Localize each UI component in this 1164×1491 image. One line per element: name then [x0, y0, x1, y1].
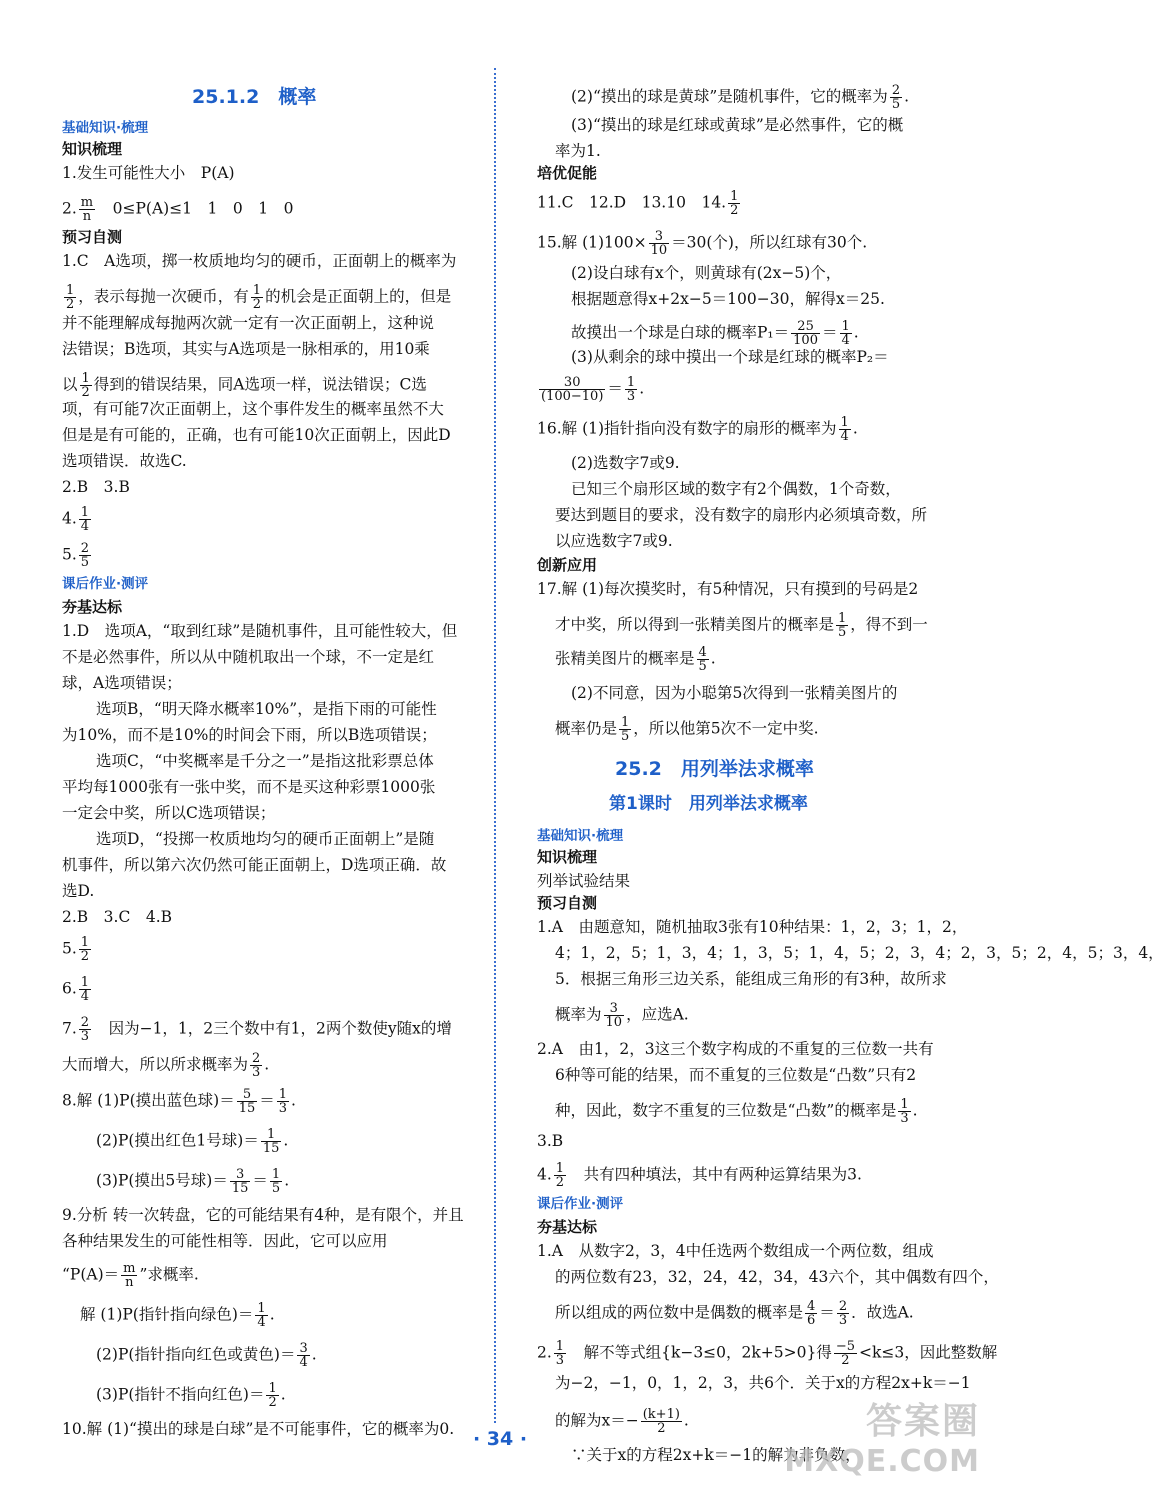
text-line: (2)P(指针指向红色或黄色)＝ $\frac{3}{4}$ .	[96, 1341, 317, 1370]
watermark-line-1: 答案圈	[865, 1401, 980, 1442]
text-line: 选D.	[62, 882, 95, 900]
text-line: 以 $\frac{1}{2}$ 得到的错误结果，同A选项一样，说法错误；C选	[62, 371, 427, 400]
text-line: 的解为x＝− $\frac{(k+1)}{2}$ .	[555, 1407, 689, 1436]
text-line: 17.解 (1)每次摸奖时，有5种情况，只有摸到的号码是2	[537, 580, 919, 598]
text-line: ∵关于x的方程2x+k＝−1的解为非负数，	[571, 1446, 861, 1464]
text-line: (3)“摸出的球是红球或黄球”是必然事件，它的概	[571, 116, 904, 134]
text-line: 根据题意得x+2x−5＝100−30，解得x＝25.	[571, 290, 885, 308]
text-line: 6种等可能的结果，而不重复的三位数是“凸数”只有2	[555, 1066, 917, 1084]
text-line: 平均每1000张有一张中奖，而不是买这种彩票1000张	[62, 778, 436, 796]
column-divider	[494, 68, 496, 1423]
text-line: 要达到题目的要求，没有数字的扇形内必须填奇数，所	[555, 506, 928, 524]
text-line: 种，因此，数字不重复的三位数是“凸数”的概率是 $\frac{1}{3}$ .	[555, 1097, 918, 1126]
text-line: 11.C 12.D 13.10 14. $\frac{1}{2}$	[537, 189, 739, 218]
text-line: 6. $\frac{1}{4}$	[62, 975, 90, 1004]
text-line: (3)P(指针不指向红色)＝ $\frac{1}{2}$ .	[96, 1381, 286, 1410]
text-line: 项，有可能7次正面朝上，这个事件发生的概率虽然不大	[62, 400, 444, 418]
text-line: 4. $\frac{1}{4}$	[62, 505, 90, 534]
text-line: (2)“摸出的球是黄球”是随机事件，它的概率为 $\frac{2}{5}$ .	[571, 83, 910, 112]
text-line: 为−2，−1，0，1，2，3，共6个．关于x的方程2x+k＝−1	[555, 1374, 971, 1392]
text-line: (2)设白球有x个，则黄球有(2x−5)个，	[571, 264, 842, 282]
text-line: 1.A 从数字2，3，4中任选两个数组成一个两位数，组成	[537, 1242, 934, 1260]
text-line: 球，A选项错误；	[62, 674, 182, 692]
watermark-line-2: MXQE.COM	[784, 1444, 980, 1479]
text-line: 不是必然事件，所以从中随机取出一个球，不一定是红	[62, 648, 435, 666]
text-line: 机事件，所以第六次仍然可能正面朝上，D选项正确．故	[62, 856, 447, 874]
text-line: 7. $\frac{2}{3}$ 因为−1，1，2三个数中有1，2两个数使y随x的增	[62, 1015, 452, 1044]
text-line: 各种结果发生的可能性相等．因此，它可以应用	[62, 1232, 388, 1250]
subsection-label: 创新应用	[537, 556, 598, 574]
text-line: 2.B 3.B	[62, 478, 130, 496]
text-line: 4；1，2，5；1，3，4；1，3，5；1，4，5；2，3，4；2，3，5；2，4，5；3，4，	[555, 944, 1164, 962]
subsection-label: 基础知识·梳理	[537, 828, 624, 844]
section-heading: 25.1.2 概率	[192, 86, 317, 108]
text-line: 法错误；B选项，其实与A选项是一脉相承的，用10乘	[62, 340, 430, 358]
text-line: 选项错误．故选C.	[62, 452, 187, 470]
text-line: 2. $\frac{m}{n}$ 0≤P(A)≤1 1 0 1 0	[62, 195, 294, 224]
text-line: $\frac{1}{2}$ ，表示每抛一次硬币，有 $\frac{1}{2}$ 的机会是正面朝上的，但是	[66, 283, 452, 312]
text-line: 已知三个扇形区域的数字有2个偶数，1个奇数，	[571, 480, 901, 498]
text-line: 选项B，“明天降水概率10%”，是指下雨的可能性	[96, 700, 437, 718]
text-line: 1.D 选项A，“取到红球”是随机事件，且可能性较大，但	[62, 622, 458, 640]
page-number: · 34 ·	[472, 1428, 528, 1450]
text-line: 5. $\frac{2}{5}$	[62, 541, 90, 570]
text-line: 3.B	[537, 1132, 564, 1150]
subsection-label: 课后作业·测评	[537, 1196, 624, 1212]
text-line: “P(A)＝ $\frac{m}{n}$ ”求概率.	[62, 1261, 199, 1290]
section-heading: 25.2 用列举法求概率	[615, 758, 814, 780]
subsection-label: 知识梳理	[62, 140, 123, 158]
text-line: (2)选数字7或9.	[571, 454, 680, 472]
text-line: 张精美图片的概率是 $\frac{4}{5}$ .	[555, 645, 716, 674]
subsection-label: 培优促能	[537, 164, 598, 182]
text-line: 以应选数字7或9.	[555, 532, 673, 550]
text-line: $\frac{30}{(100-10)}$ ＝ $\frac{1}{3}$ .	[541, 375, 645, 404]
subsection-label: 基础知识·梳理	[62, 120, 149, 136]
text-line: (3)从剩余的球中摸出一个球是红球的概率P₂＝	[571, 348, 889, 366]
text-line: 15.解 (1)100× $\frac{3}{10}$ ＝30(个)，所以红球有30个.	[537, 229, 868, 258]
text-line: 16.解 (1)指针指向没有数字的扇形的概率为 $\frac{1}{4}$ .	[537, 415, 858, 444]
section-heading: 第1课时 用列举法求概率	[609, 794, 808, 814]
text-line: 2.B 3.C 4.B	[62, 908, 173, 926]
text-line: 5. $\frac{1}{2}$	[62, 935, 90, 964]
text-line: 5．根据三角形三边关系，能组成三角形的有3种，故所求	[555, 970, 947, 988]
text-line: (2)P(摸出红色1号球)＝ $\frac{1}{15}$ .	[96, 1127, 289, 1156]
text-line: 故摸出一个球是白球的概率P₁＝ $\frac{25}{100}$ ＝ $\frac{1}{4}$ .	[571, 319, 859, 348]
watermark	[784, 1393, 980, 1479]
text-line: 10.解 (1)“摸出的球是白球”是不可能事件，它的概率为0.	[62, 1420, 455, 1438]
text-line: 1.C A选项，掷一枚质地均匀的硬币，正面朝上的概率为	[62, 252, 457, 270]
text-line: 一定会中奖，所以C选项错误；	[62, 804, 276, 822]
text-line: 解 (1)P(指针指向绿色)＝ $\frac{1}{4}$ .	[80, 1301, 275, 1330]
subsection-label: 预习自测	[62, 228, 123, 246]
subsection-label: 夯基达标	[62, 598, 123, 616]
subsection-label: 知识梳理	[537, 848, 598, 866]
text-line: 并不能理解成每抛两次就一定有一次正面朝上，这种说	[62, 314, 435, 332]
text-line: 2. $\frac{1}{3}$ 解不等式组{k−3≤0，2k+5>0}得 $\frac{-5}{2}$ <k≤3，因此整数解	[537, 1339, 998, 1368]
text-line: 的两位数有23，32，24，42，34，43六个，其中偶数有四个，	[555, 1268, 999, 1286]
subsection-label: 预习自测	[537, 894, 598, 912]
subsection-label: 课后作业·测评	[62, 576, 149, 592]
subsection-label: 夯基达标	[537, 1218, 598, 1236]
text-line: 率为1.	[555, 142, 601, 160]
text-line: (2)不同意，因为小聪第5次得到一张精美图片的	[571, 684, 898, 702]
text-line: 但是是有可能的，正确，也有可能10次正面朝上，因此D	[62, 426, 451, 444]
text-line: 2.A 由1，2，3这三个数字构成的不重复的三位数一共有	[537, 1040, 934, 1058]
text-line: 列举试验结果	[537, 872, 631, 890]
text-line: 4. $\frac{1}{2}$ 共有四种填法，其中有两种运算结果为3.	[537, 1161, 862, 1190]
text-line: 概率仍是 $\frac{1}{5}$ ，所以他第5次不一定中奖.	[555, 715, 819, 744]
text-line: 选项C，“中奖概率是千分之一”是指这批彩票总体	[96, 752, 434, 770]
text-line: 概率为 $\frac{3}{10}$ ，应选A.	[555, 1001, 689, 1030]
text-line: 9.分析 转一次转盘，它的可能结果有4种，是有限个，并且	[62, 1206, 464, 1224]
text-line: 为10%，而不是10%的时间会下雨，所以B选项错误；	[62, 726, 437, 744]
text-line: 1.A 由题意知，随机抽取3张有10种结果：1，2，3；1，2，	[537, 918, 968, 936]
text-line: 8.解 (1)P(摸出蓝色球)＝ $\frac{5}{15}$ ＝ $\frac{1}{3}$ .	[62, 1087, 296, 1116]
text-line: 选项D，“投掷一枚质地均匀的硬币正面朝上”是随	[96, 830, 435, 848]
text-line: 才中奖，所以得到一张精美图片的概率是 $\frac{1}{5}$ ，得不到一	[555, 611, 928, 640]
text-line: 1.发生可能性大小 P(A)	[62, 164, 235, 182]
text-line: 所以组成的两位数中是偶数的概率是 $\frac{4}{6}$ ＝ $\frac{2}{3}$ ．故选A.	[555, 1299, 914, 1328]
text-line: (3)P(摸出5号球)＝ $\frac{3}{15}$ ＝ $\frac{1}{5}$ .	[96, 1167, 290, 1196]
text-line: 大而增大，所以所求概率为 $\frac{2}{3}$ .	[62, 1051, 270, 1080]
